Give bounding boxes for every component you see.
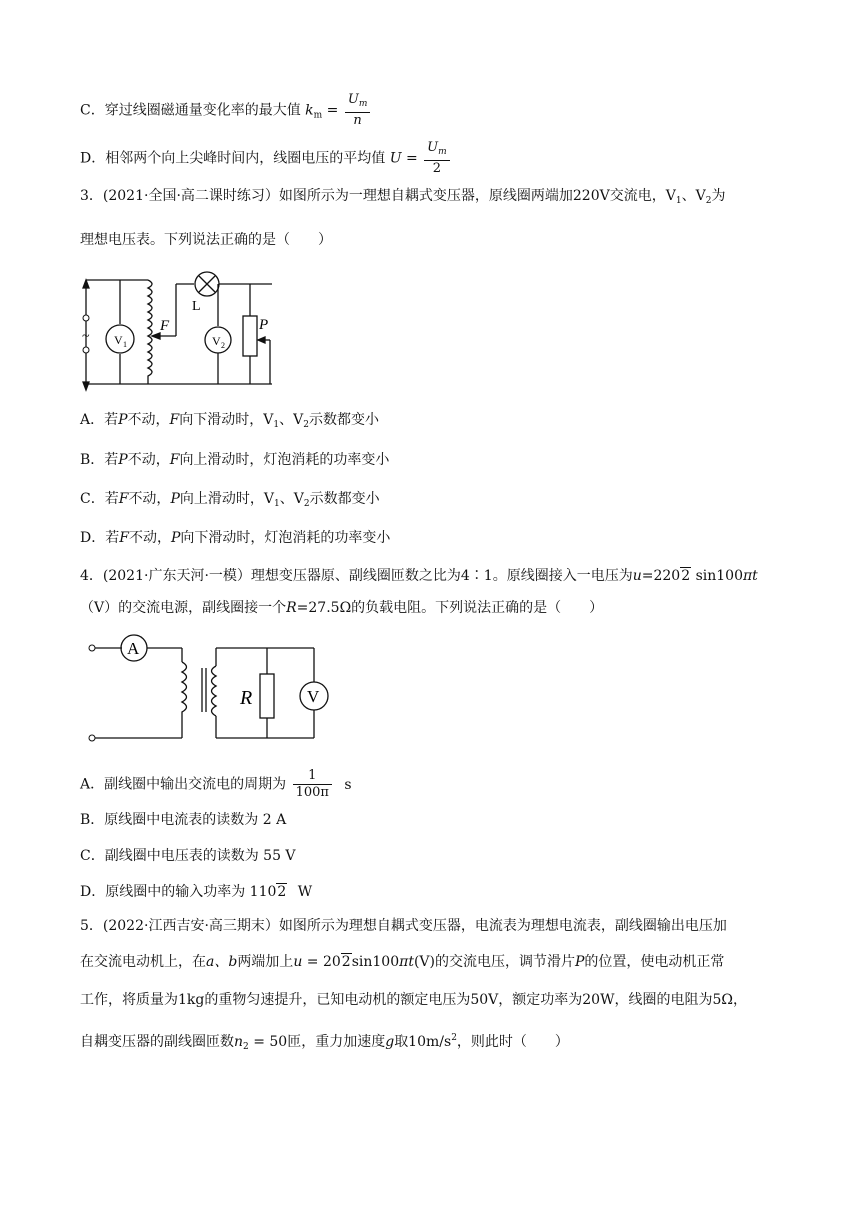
- q4-stem-line2: （V）的交流电源，副线圈接一个R=27.5Ω的负载电阻。下列说法正确的是（ ）: [80, 600, 604, 616]
- q4-transformer-diagram: [82, 632, 342, 747]
- q3-stem-line1: 3．(2021·全国·高二课时练习）如图所示为一理想自耦式变压器，原线圈两端加220V交流电，$V_1$、$V_2$为: [80, 188, 726, 206]
- voltmeter-label: V: [307, 687, 320, 706]
- q5-line3: 工作，将质量为1kg的重物匀速提升，已知电动机的额定电压为50V，额定功率为20W，线圈的电阻为5Ω，: [80, 992, 747, 1008]
- q4-option-c: C．副线圈中电压表的读数为 55 V: [80, 848, 296, 864]
- fraction: $\frac{1}{100\pi}$: [293, 768, 332, 801]
- fraction: $\frac{U_m}{n}$: [345, 92, 371, 129]
- q4-option-a: A．副线圈中输出交流电的周期为 $\frac{1}{100\pi}$ s: [80, 768, 352, 800]
- fraction: $\frac{U_m}{2}$: [424, 140, 450, 177]
- q3-stem-line2: 理想电压表。下列说法正确的是（ ）: [80, 232, 332, 248]
- v1-sub: 1: [123, 340, 127, 349]
- v2-sub: 2: [221, 341, 225, 350]
- q3-option-a: A．若P不动，F向下滑动时，$V_1$、$V_2$示数都变小: [80, 412, 379, 430]
- q4-stem-line1: 4．(2021·广东天河·一模）理想变压器原、副线圈匝数之比为4∶1。原线圈接入一电压为u=2202 sin100πt: [80, 568, 758, 584]
- slider-f-label: F: [160, 318, 170, 334]
- q4-option-b: B．原线圈中电流表的读数为 2 A: [80, 812, 287, 828]
- q3-option-d: D．若F不动，P向下滑动时，灯泡消耗的功率变小: [80, 530, 391, 546]
- q3-circuit-diagram: [72, 262, 282, 392]
- slider-p-label: P: [259, 317, 269, 333]
- v1-label: V: [114, 333, 123, 347]
- q2-option-c: C．穿过线圈磁通量变化率的最大值 $k_m$ = $\frac{U_m}{n}$: [80, 92, 372, 129]
- q5-line4: 自耦变压器的副线圈匝数$n_2 = 50$匝，重力加速度g取$10m/s^2$，则此时（ ）: [80, 1033, 569, 1052]
- q3-option-b: B．若P不动，F向上滑动时，灯泡消耗的功率变小: [80, 452, 390, 468]
- lamp-label: L: [192, 299, 201, 314]
- v2-label: V: [212, 334, 221, 348]
- ammeter-label: A: [127, 639, 140, 658]
- q3-option-c: C．若F不动，P向上滑动时，$V_1$、$V_2$示数都变小: [80, 491, 380, 509]
- q5-line1: 5．(2022·江西吉安·高三期末）如图所示为理想自耦式变压器，电流表为理想电流表，副线圈输出电压加: [80, 918, 727, 934]
- q5-line2: 在交流电动机上，在a、b两端加上u = 202sin100πt(V)的交流电压，调节滑片P的位置，使电动机正常: [80, 954, 725, 970]
- q2-option-d: D．相邻两个向上尖峰时间内，线圈电压的平均值 U = $\frac{U_m}{2}$: [80, 140, 452, 177]
- ac-symbol: ~: [82, 329, 90, 344]
- resistor-label: R: [240, 687, 253, 709]
- q4-option-d: D．原线圈中的输入功率为 1102 W: [80, 884, 313, 900]
